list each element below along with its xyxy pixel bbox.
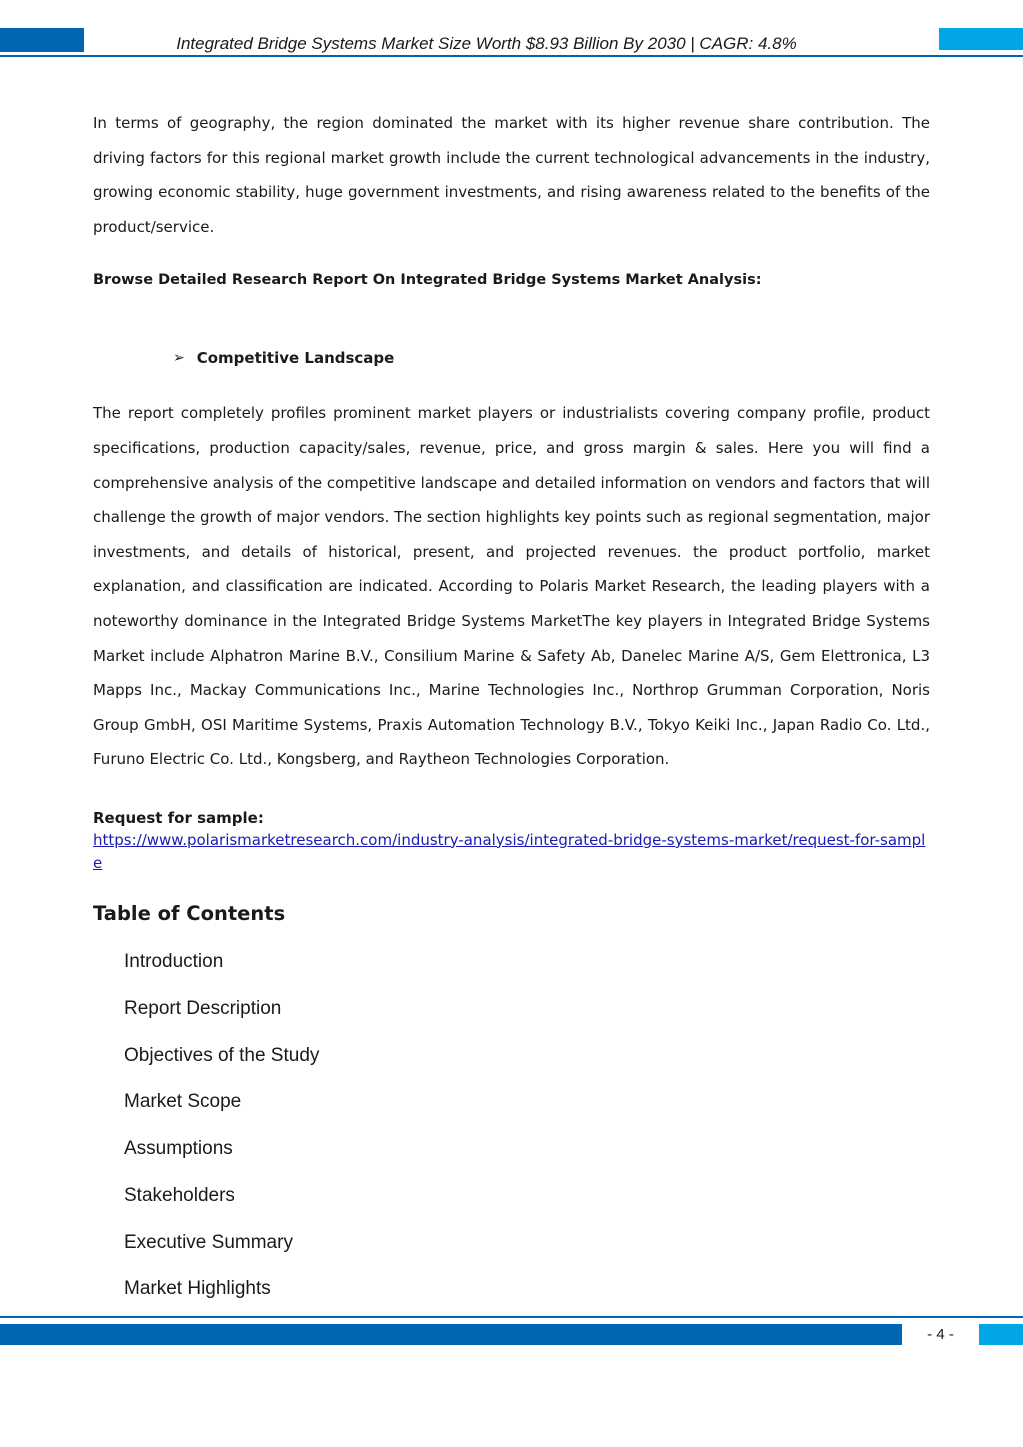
toc-item-objectives: Objectives of the Study xyxy=(124,1044,320,1066)
toc-item-market-scope: Market Scope xyxy=(124,1091,242,1113)
header-accent-block-right xyxy=(939,28,1023,50)
request-sample-link[interactable]: https://www.polarismarketresearch.com/industry-analysis/integrated-bridge-systems-market/request-for-sample xyxy=(93,830,926,872)
toc-title: Table of Contents xyxy=(93,901,286,925)
toc-list xyxy=(124,947,930,1321)
competitive-landscape-heading xyxy=(173,342,930,374)
geography-paragraph: In terms of geography, the region dominated the market with its higher revenue share contribution. The driving factors for this regional market growth include the current technological advancements in the industry, growing economic stability, huge government investments, and rising awareness related to the benefits of the product/service. xyxy=(93,114,930,236)
toc-item-introduction: Introduction xyxy=(124,950,224,972)
header-accent-block-left xyxy=(0,28,84,52)
footer-divider xyxy=(0,1316,1023,1318)
footer-bar xyxy=(0,1324,902,1345)
footer-accent-block-right xyxy=(979,1324,1023,1345)
toc-item-report-description: Report Description xyxy=(124,997,282,1019)
page-number: - 4 - xyxy=(927,1326,954,1343)
toc-item-market-highlights: Market Highlights xyxy=(124,1278,271,1300)
toc-item-assumptions: Assumptions xyxy=(124,1138,233,1160)
page-header-title: Integrated Bridge Systems Market Size Worth $8.93 Billion By 2030 | CAGR: 4.8% xyxy=(176,34,797,53)
competitive-paragraph: The report completely profiles prominent market players or industrialists covering company profile, product specifications, production capacity/sales, revenue, price, and gross margin & sales. Here you will find a comprehensive analysis of the competitive landscape and detailed information on vendors and factors that will challenge the growth of major vendors. The section highlights key points such as regional segmentation, major investments, and details of historical, present, and projected revenues. the product portfolio, market explanation, and classification are indicated. According to Polaris Market Research, the leading players with a noteworthy dominance in the Integrated Bridge Systems MarketThe key players in Integrated Bridge Systems Market include Alphatron Marine B.V., Consilium Marine & Safety Ab, Danelec Marine A/S, Gem Elettronica, L3 Mapps Inc., Mackay Communications Inc., Marine Technologies Inc., Northrop Grumman Corporation, Noris Group GmbH, OSI Maritime Systems, Praxis Automation Technology B.V., Tokyo Keiki Inc., Japan Radio Co. Ltd., Furuno Electric Co. Ltd., Kongsberg, and Raytheon Technologies Corporation. xyxy=(93,404,930,769)
toc-item-executive-summary: Executive Summary xyxy=(124,1231,293,1253)
toc-item-stakeholders: Stakeholders xyxy=(124,1184,235,1206)
request-sample-label: Request for sample: xyxy=(93,808,264,827)
document-body xyxy=(93,106,930,1321)
arrow-bullet-icon: ➢ xyxy=(173,350,185,367)
browse-report-heading: Browse Detailed Research Report On Integrated Bridge Systems Market Analysis: xyxy=(93,272,762,289)
header-divider xyxy=(0,55,1023,57)
competitive-landscape-label: Competitive Landscape xyxy=(196,349,395,368)
